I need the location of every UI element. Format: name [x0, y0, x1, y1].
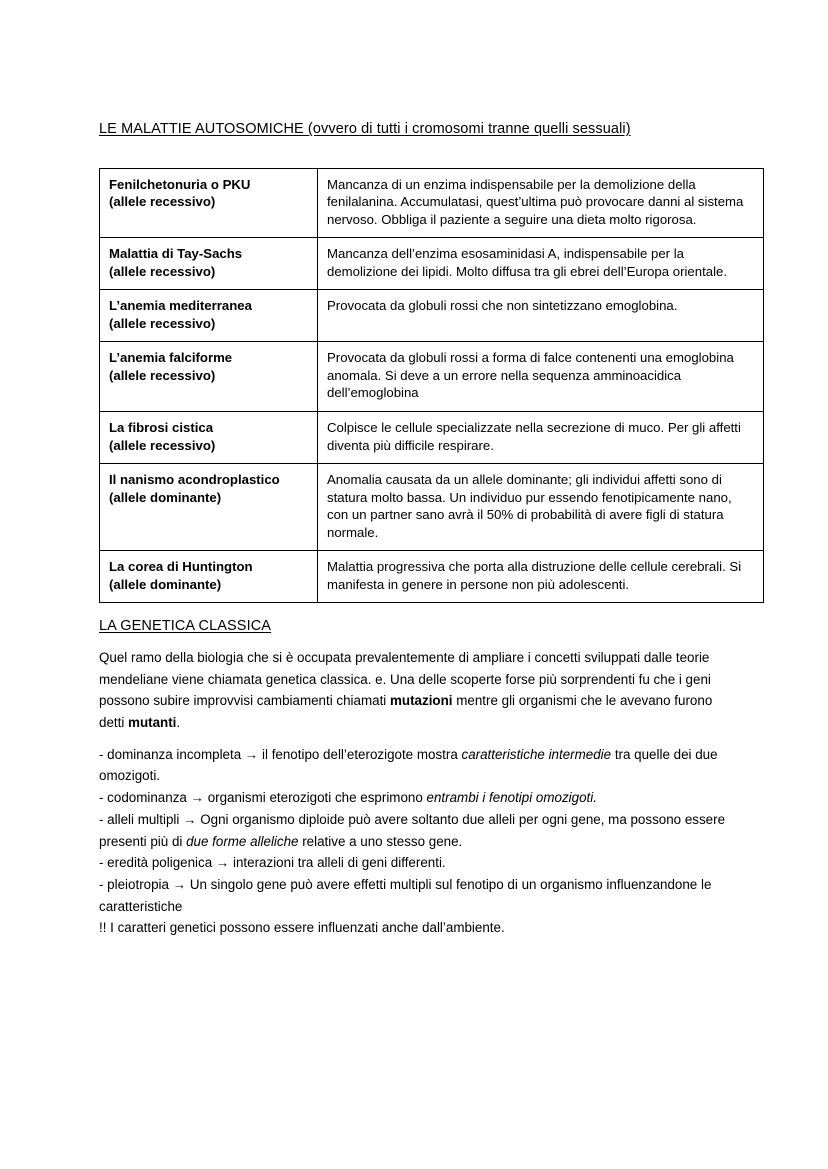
list-item — [99, 787, 727, 809]
arrow-icon: → — [244, 746, 259, 762]
disease-name-cell — [100, 238, 318, 290]
paragraph-part-3: . — [176, 715, 181, 731]
page-title: LE MALATTIE AUTOSOMICHE (ovvero di tutti i cromosomi tranne quelli sessuali) — [99, 121, 631, 137]
concept-emphasis: entrambi i fenotipi omozigoti. — [426, 790, 597, 806]
list-item — [99, 809, 727, 852]
disease-name: L’anemia falciforme — [109, 350, 233, 366]
concept-text-1: Un singolo gene può avere effetti multipli sul fenotipo di un organismo influenzandone le caratteristiche — [99, 877, 712, 914]
disease-description: Malattia progressiva che porta alla distruzione delle cellule cerebrali. Si manifesta in genere in persone non più adolescenti. — [318, 551, 764, 603]
disease-name: Il nanismo acondroplastico — [109, 472, 280, 488]
disease-name: La fibrosi cistica — [109, 420, 214, 436]
document-content — [99, 120, 744, 939]
concept-emphasis: due forme alleliche — [186, 833, 299, 849]
disease-allele: (allele dominante) — [109, 576, 222, 592]
arrow-icon: → — [172, 877, 187, 892]
table-row — [100, 238, 764, 290]
table-row — [100, 342, 764, 412]
table-row — [100, 412, 764, 464]
arrow-icon: → — [215, 855, 230, 871]
concept-term: - alleli multipli — [99, 811, 180, 827]
disease-description: Provocata da globuli rossi che non sintetizzano emoglobina. — [318, 290, 764, 342]
concept-text-1: Ogni organismo diploide può avere soltanto due alleli per ogni gene, ma possono essere presenti più di — [99, 811, 726, 849]
concept-term: - codominanza — [99, 790, 187, 806]
concept-text-2: tra quelle dei due omozigoti. — [99, 746, 718, 784]
concept-text-1: interazioni tra alleli di geni differenti. — [229, 855, 446, 871]
concept-text-1: organismi eterozigoti che esprimono — [203, 790, 427, 806]
genetica-paragraph — [99, 647, 727, 734]
concept-text-2: relative a uno stesso gene. — [298, 833, 463, 849]
disease-name-cell — [100, 551, 318, 603]
concept-term: - eredità poligenica — [99, 855, 213, 871]
disease-description: Colpisce le cellule specializzate nella secrezione di muco. Per gli affetti diventa più difficile respirare. — [318, 412, 764, 464]
disease-description: Provocata da globuli rossi a forma di falce contenenti una emoglobina anomala. Si deve a un errore nella sequenza amminoacidica dell’emoglobina — [318, 342, 764, 412]
table-row — [100, 168, 764, 238]
autosomal-diseases-table — [99, 168, 764, 604]
list-item — [99, 852, 727, 874]
paragraph-part-1: Quel ramo della biologia che si è occupata prevalentemente di ampliare i concetti sviluppati dalle teorie mendeliane viene chiamata genetica classica. e. Una delle scoperte forse più sorprendenti fu che i geni possono subire improvvisi cambiamenti chiamati — [99, 649, 711, 709]
concept-term: - dominanza incompleta — [99, 746, 242, 762]
arrow-icon: → — [183, 811, 197, 827]
disease-name: Malattia di Tay-Sachs — [109, 246, 243, 262]
disease-name-cell — [100, 464, 318, 551]
disease-name-cell — [100, 168, 318, 238]
section-title-genetica-classica: LA GENETICA CLASSICA — [99, 618, 272, 635]
concept-term: - pleiotropia — [99, 877, 169, 892]
concept-text-1: il fenotipo dell’eterozigote mostra — [258, 746, 462, 762]
term-mutanti: mutanti — [128, 715, 177, 731]
table-body — [100, 168, 764, 603]
disease-allele: (allele dominante) — [109, 489, 222, 505]
disease-allele: (allele recessivo) — [109, 315, 216, 331]
arrow-icon: → — [190, 790, 204, 806]
paragraph-part-2: mentre gli organismi che le avevano furono detti — [99, 693, 713, 731]
disease-description: Mancanza dell’enzima esosaminidasi A, indispensabile per la demolizione dei lipidi. Molto diffusa tra gli ebrei dell’Europa orientale. — [318, 238, 764, 290]
disease-description: Anomalia causata da un allele dominante; gli individui affetti sono di statura molto bassa. Un individuo pur essendo fenotipicamente nano, con un partner sano avrà il 50% di probabilità di avere figli di statura normale. — [318, 464, 764, 551]
table-row — [100, 551, 764, 603]
final-note: !! I caratteri genetici possono essere influenzati anche dall’ambiente. — [99, 920, 505, 936]
disease-allele: (allele recessivo) — [109, 263, 216, 279]
concept-emphasis: caratteristiche intermedie — [461, 746, 612, 762]
disease-allele: (allele recessivo) — [109, 437, 216, 453]
genetics-concepts-list — [99, 744, 727, 918]
disease-description: Mancanza di un enzima indispensabile per la demolizione della fenilalanina. Accumulatasi, quest’ultima può provocare danni al sistema nervoso. Obbliga il paziente a seguire una dieta molto rigorosa. — [318, 168, 764, 238]
term-mutazioni: mutazioni — [390, 693, 453, 709]
disease-allele: (allele recessivo) — [109, 367, 216, 383]
table-row — [100, 290, 764, 342]
table-row — [100, 464, 764, 551]
list-item — [99, 744, 727, 787]
disease-name-cell — [100, 290, 318, 342]
list-item — [99, 874, 727, 917]
disease-name: Fenilchetonuria o PKU — [109, 176, 251, 192]
disease-name-cell — [100, 412, 318, 464]
disease-name: La corea di Huntington — [109, 559, 253, 575]
disease-allele: (allele recessivo) — [109, 194, 216, 210]
disease-name: L’anemia mediterranea — [109, 298, 252, 314]
disease-name-cell — [100, 342, 318, 412]
